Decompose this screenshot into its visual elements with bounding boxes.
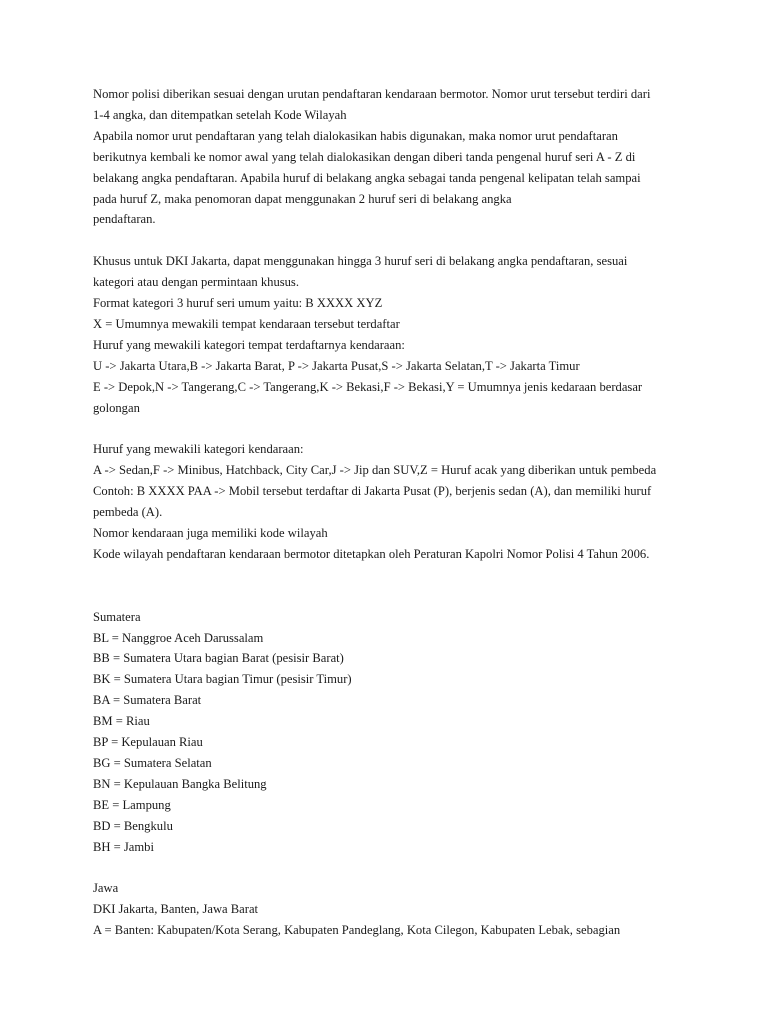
region-code-item: BM = Riau (93, 714, 150, 729)
region-code-item: BN = Kepulauan Bangka Belitung (93, 776, 267, 791)
text-line: Khusus untuk DKI Jakarta, dapat menggunakan hingga 3 huruf seri di belakang angka pendaftaran, sesuai (93, 254, 628, 269)
text-line: pendaftaran. (93, 212, 156, 227)
region-code-item: BL = Nanggroe Aceh Darussalam (93, 630, 264, 645)
region-code-item: BB = Sumatera Utara bagian Barat (pesisir Barat) (93, 651, 344, 666)
text-line: kategori atau dengan permintaan khusus. (93, 275, 299, 290)
text-line: berikutnya kembali ke nomor awal yang telah dialokasikan dengan diberi tanda pengenal huruf seri A - Z di (93, 149, 636, 164)
text-line: belakang angka pendaftaran. Apabila huruf di belakang angka sebagai tanda pengenal kelipatan telah sampai (93, 170, 641, 185)
paragraph-spacer (93, 418, 683, 439)
section-heading-sumatera: Sumatera (93, 609, 141, 624)
region-code-item: BK = Sumatera Utara bagian Timur (pesisir Timur) (93, 672, 352, 687)
document-body (93, 84, 683, 941)
region-code-item: BD = Bengkulu (93, 818, 173, 833)
text-line: pembeda (A). (93, 505, 163, 520)
text-line: Format kategori 3 huruf seri umum yaitu: B XXXX XYZ (93, 296, 383, 311)
paragraph-spacer (93, 230, 683, 251)
text-line: X = Umumnya mewakili tempat kendaraan tersebut terdaftar (93, 316, 400, 331)
text-line: Huruf yang mewakili kategori tempat terdaftarnya kendaraan: (93, 337, 405, 352)
text-line: Nomor polisi diberikan sesuai dengan urutan pendaftaran kendaraan bermotor. Nomor urut tersebut terdiri dari (93, 87, 651, 101)
text-line: E -> Depok,N -> Tangerang,C -> Tangerang,K -> Bekasi,F -> Bekasi,Y = Umumnya jenis kedaraan berdasar (93, 379, 643, 394)
region-code-item: BA = Sumatera Barat (93, 693, 202, 708)
text-line: golongan (93, 400, 140, 415)
region-code-item: BH = Jambi (93, 839, 154, 854)
text-line: A -> Sedan,F -> Minibus, Hatchback, City Car,J -> Jip dan SUV,Z = Huruf acak yang diberikan untuk pembeda (93, 463, 657, 478)
paragraph-vehicle-category (93, 439, 683, 564)
section-sumatera (93, 607, 683, 858)
paragraph-dki-jakarta-format (93, 251, 683, 418)
region-code-item: BP = Kepulauan Riau (93, 735, 203, 750)
region-code-item: BE = Lampung (93, 797, 171, 812)
region-code-item: A = Banten: Kabupaten/Kota Serang, Kabupaten Pandeglang, Kota Cilegon, Kabupaten Lebak, sebagian (93, 923, 621, 938)
text-line: pada huruf Z, maka penomoran dapat menggunakan 2 huruf seri di belakang angka (93, 191, 512, 206)
paragraph-spacer (93, 565, 683, 607)
paragraph-license-number-rules (93, 84, 683, 230)
paragraph-spacer (93, 857, 683, 878)
text-line: Contoh: B XXXX PAA -> Mobil tersebut terdaftar di Jakarta Pusat (P), berjenis sedan (A), dan memiliki huruf (93, 484, 652, 499)
text-line: 1-4 angka, dan ditempatkan setelah Kode Wilayah (93, 107, 347, 122)
text-line: Apabila nomor urut pendaftaran yang telah dialokasikan habis digunakan, maka nomor urut pendaftaran (93, 128, 618, 143)
text-line: Kode wilayah pendaftaran kendaraan bermotor ditetapkan oleh Peraturan Kapolri Nomor Polisi 4 Tahun 2006. (93, 546, 650, 561)
text-line: U -> Jakarta Utara,B -> Jakarta Barat, P -> Jakarta Pusat,S -> Jakarta Selatan,T -> Jakarta Timur (93, 358, 580, 373)
text-line: Huruf yang mewakili kategori kendaraan: (93, 442, 304, 457)
text-line: Nomor kendaraan juga memiliki kode wilayah (93, 526, 328, 540)
section-heading-jawa: Jawa (93, 881, 119, 896)
section-jawa (93, 878, 683, 941)
region-code-item: BG = Sumatera Selatan (93, 755, 212, 770)
subsection-heading: DKI Jakarta, Banten, Jawa Barat (93, 902, 259, 917)
